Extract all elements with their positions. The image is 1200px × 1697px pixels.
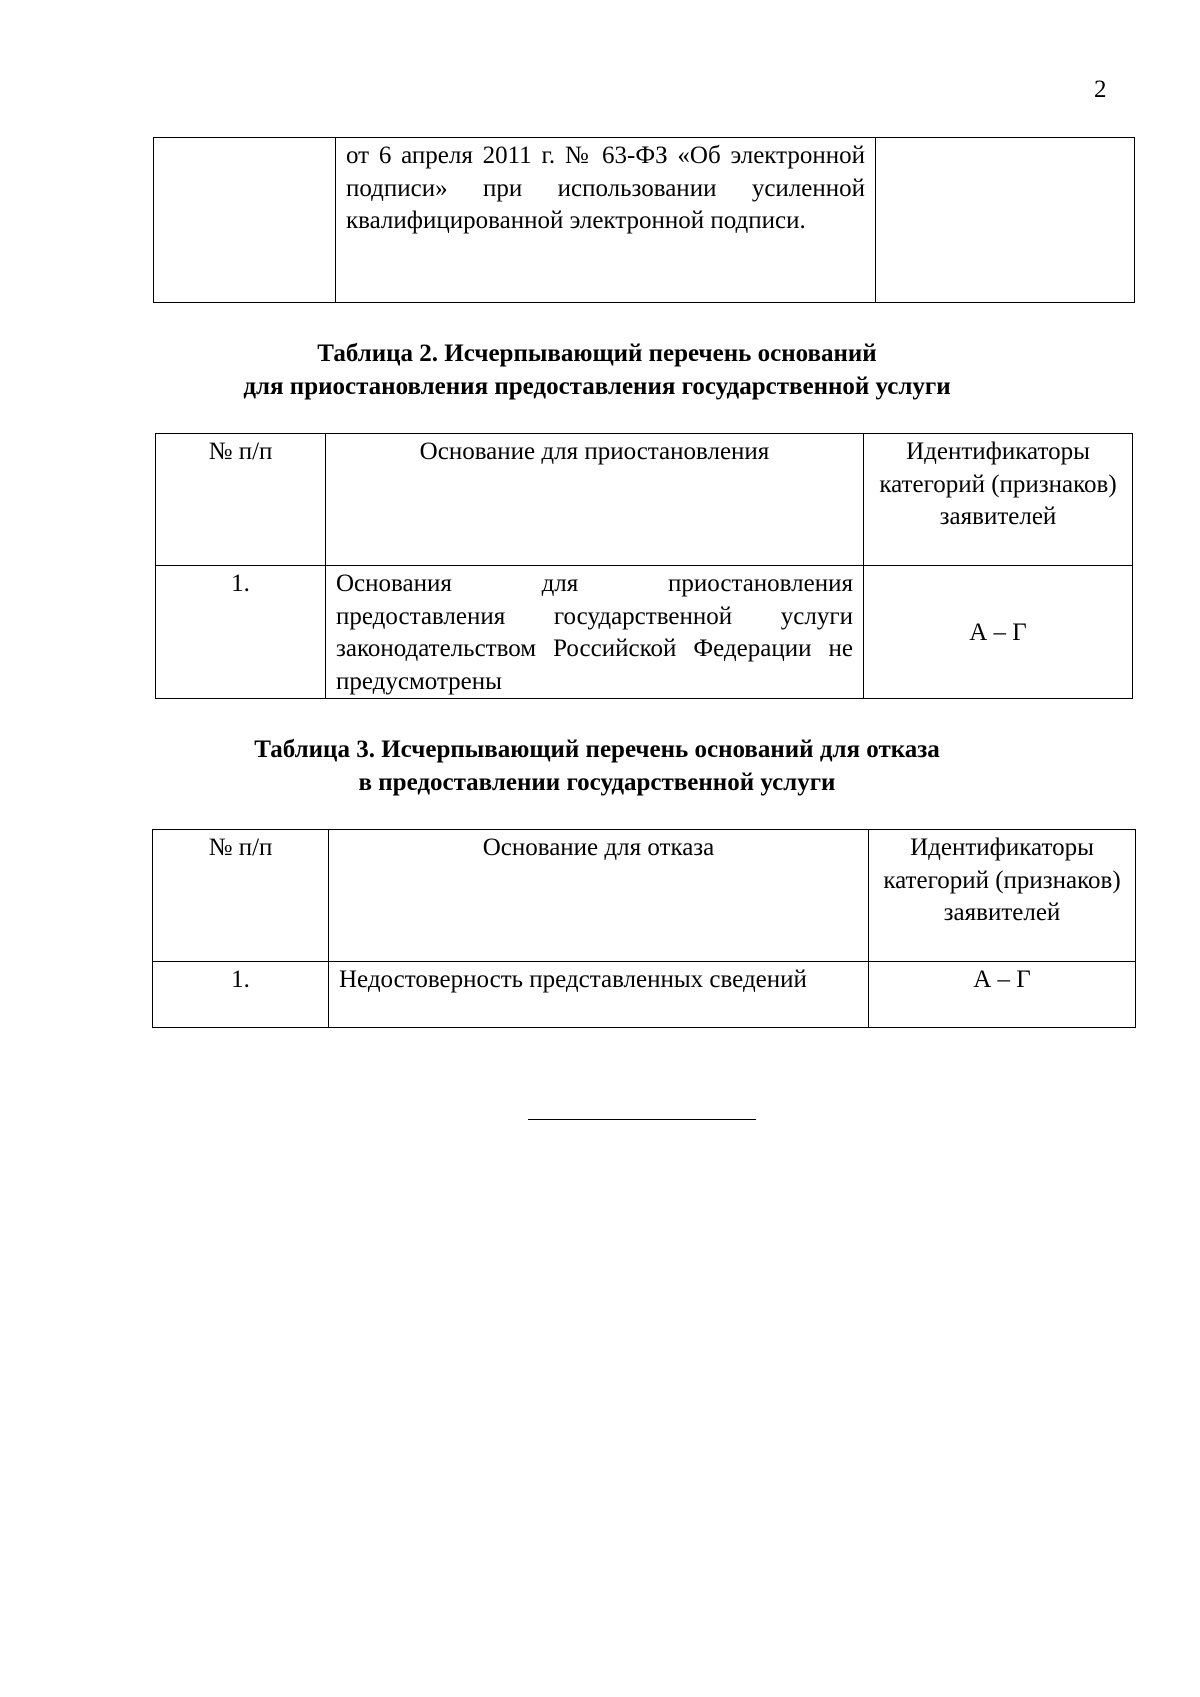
continuation-cell-number	[154, 138, 336, 303]
table3-caption-line2: в предоставлении государственной услуги	[358, 769, 836, 796]
row-applicant-ids: А – Г	[864, 566, 1133, 699]
row-basis: Основания для приостановления предоставления государственной услуги законодательством Российской Федерации не предусмотрены	[326, 566, 864, 699]
table3-caption	[140, 733, 1054, 799]
table2-caption-line1: Таблица 2. Исчерпывающий перечень оснований	[317, 340, 877, 367]
header-basis: Основание для отказа	[329, 830, 869, 962]
row-basis: Недостоверность представленных сведений	[329, 962, 869, 1028]
row-number: 1.	[153, 962, 329, 1028]
table-header-row	[156, 434, 1133, 566]
header-applicant-ids: Идентификаторы категорий (признаков) заявителей	[869, 830, 1136, 962]
row-number: 1.	[156, 566, 326, 699]
table3-caption-line1: Таблица 3. Исчерпывающий перечень оснований для отказа	[254, 736, 940, 763]
table3	[152, 829, 1136, 1028]
continuation-cell-ids	[876, 138, 1135, 303]
end-separator-line	[528, 1119, 756, 1120]
continuation-table	[153, 137, 1135, 303]
page-number: 2	[1094, 76, 1107, 103]
table-row	[154, 138, 1135, 303]
table-row	[153, 962, 1136, 1028]
table-header-row	[153, 830, 1136, 962]
table2-caption	[140, 337, 1054, 403]
table-row	[156, 566, 1133, 699]
header-number: № п/п	[156, 434, 326, 566]
header-applicant-ids: Идентификаторы категорий (признаков) заявителей	[864, 434, 1133, 566]
row-applicant-ids: А – Г	[869, 962, 1136, 1028]
table2	[155, 433, 1133, 699]
table2-caption-line2: для приостановления предоставления государственной услуги	[243, 373, 951, 400]
header-number: № п/п	[153, 830, 329, 962]
header-basis: Основание для приостановления	[326, 434, 864, 566]
continuation-cell-basis: от 6 апреля 2011 г. № 63-ФЗ «Об электронной подписи» при использовании усиленной квалифицированной электронной подписи.	[336, 138, 876, 303]
